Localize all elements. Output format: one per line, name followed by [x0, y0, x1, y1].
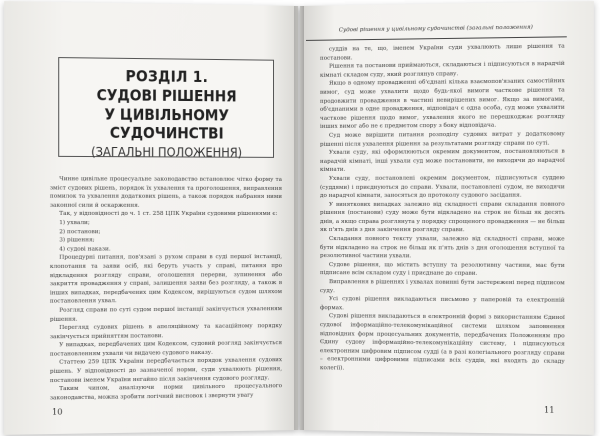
paragraph: Рішення та постанови приймаються, складаються і підписуються в нарадчій кімнаті складом суду, який розглянув справу.: [319, 61, 565, 79]
left-page-body: [50, 175, 282, 403]
paragraph: суддів на те, що, іменем України суди ухвалюють лише рішення та постанови.: [319, 43, 565, 62]
paragraph: У випадках, передбачених цим Кодексом, судовий розгляд закінчується постановленням ухвали чи видачею судового наказу.: [49, 340, 283, 358]
paragraph: Судові рішення викладаються в електронній формі з використанням Єдиної судової інформаційно-телекомунікаційної системи шляхом заповнення відповідних форм процесуальних документів, передбачених Положенням про Єдину судову інформаційно-телекомунікаційну систему, і підписуються електронним цифровим підписом судді (а в разі колегіального розгляду справи – електронними цифровими підписами всіх суддів, які входять до складу колегії).: [319, 313, 565, 372]
paragraph: Якщо в одному провадженні об'єднані кілька взаємопов'язаних самостійних вимог, суд може ухвалити щодо будь-якої вимоги часткове рішення та продовжити провадження в частині невирішених вимог. Якщо за вимогами, об'єднаними в одне провадження, відповідач є одна особа, суд може ухвалити часткове рішення щодо вимог, ухвалення якого не перешкоджає розгляду інших вимог або не є предметом спору з боку відповідача.: [319, 78, 565, 131]
list-item: 2) постанови;: [59, 228, 101, 235]
list-item: 3) рішення;: [59, 237, 95, 244]
right-page-body: [320, 42, 565, 375]
chapter-number: РОЗДІЛ 1.: [125, 67, 209, 87]
right-page: [300, 1, 594, 435]
paragraph: У виняткових випадках залежно від складності справи складання повного рішення (постанови) суду може бути відкладено на строк не більш як десять днів, а якщо справа розглянута у порядку спрощеного провадження — не більш як п'ять днів з дня закінчення розгляду справи.: [319, 201, 565, 234]
paragraph: Суд може вирішити питання розподілу судових витрат у додатковому рішенні після ухвалення рішення за результатами розгляду справи по суті.: [319, 131, 565, 148]
paragraph: Ухвали суду, які оформлюються окремим документом, постановляються в нарадчій кімнаті, інші ухвали суд може постановити, не виходячи до нарадчої кімнати.: [319, 148, 565, 174]
paragraph: Процедурні питання, пов'язані з рухом справи в суді першої інстанції, клопотання та заяви осіб, які беруть участь у справі, питання про відкладення розгляду справи, оголошення перерви, зупинення або закриття провадження у справі, залишення заяви без розгляду, а також в інших випадках, передбачених цим Кодексом, вирішуються судом шляхом постановлення ухвал.: [49, 254, 283, 305]
page-number: 11: [543, 405, 555, 415]
chapter-subtitle: (ЗАГАЛЬНІ ПОЛОЖЕННЯ): [91, 143, 243, 160]
running-header: Судові рішення у цивільному судочинстві (загальні положення): [306, 24, 567, 41]
list-item: 1) ухвали;: [59, 220, 90, 227]
paragraph: Статтею 259 ЦПК України передбачається порядок ухвалення судових рішень. У відповідності до зазначеної норми, суди ухвалюють рішення, постанови іменем України негайно після закінчення судового розгляду.: [49, 357, 283, 384]
chapter-title-line: СУДОВІ РІШЕННЯ: [96, 85, 237, 106]
list-item: 4) судові накази.: [59, 246, 111, 253]
chapter-title-box: [58, 57, 274, 158]
open-book: [10, 6, 588, 430]
paragraph: Складання повного тексту ухвали, залежно від складності справи, може бути відкладено на строк не більш як п'ять днів з дня оголошення вступної та резолютивної частини ухвали.: [319, 236, 565, 260]
paragraph: Судове рішення, що містить вступну та резолютивну частини, має бути підписане всім складом суду і приєднане до справи.: [319, 261, 565, 278]
paragraph: Розгляд справи по суті судом першої інстанції закінчується ухваленням рішення.: [49, 306, 283, 323]
paragraph: Таким чином, аналізуючи норми цивільного процесуального законодавства, можна зробити логічний висновок і звернути увагу: [49, 383, 283, 402]
paragraph: Так, у відповідності до ч. 1 ст. 258 ЦПК України судовими рішеннями є:: [59, 211, 278, 218]
paragraph: Чинне цивільне процесуальне законодавство встановлює чітко форму та зміст судових рішень, порядок їх ухвалення та проголошення, виправлення помилок та ухвалення додаткових рішень, а також порядок набрання ними законної сили й оскарження.: [49, 176, 283, 209]
left-page: [4, 1, 298, 435]
paragraph: Усі судові рішення викладаються письмово у паперовій та електронній формах.: [319, 296, 565, 312]
book-gutter: [294, 6, 304, 430]
paragraph: Виправлення в рішеннях і ухвалах повинні бути застережені перед підписом суду.: [319, 279, 565, 294]
page-number: 10: [51, 407, 63, 417]
paragraph: Перегляд судових рішень в апеляційному та касаційному порядку закінчується прийняттям постанови.: [49, 323, 283, 340]
chapter-title-line: У ЦИВІЛЬНОМУ СУДОЧИНСТВІ: [104, 105, 229, 143]
paragraph: Ухвали суду, постановлені окремим документом, підписуються суддею (суддями) і приєднуються до справи. Ухвали, постановлені судом, не виходячи до нарадчої кімнати, заносяться до протоколу судового засідання.: [319, 175, 565, 200]
